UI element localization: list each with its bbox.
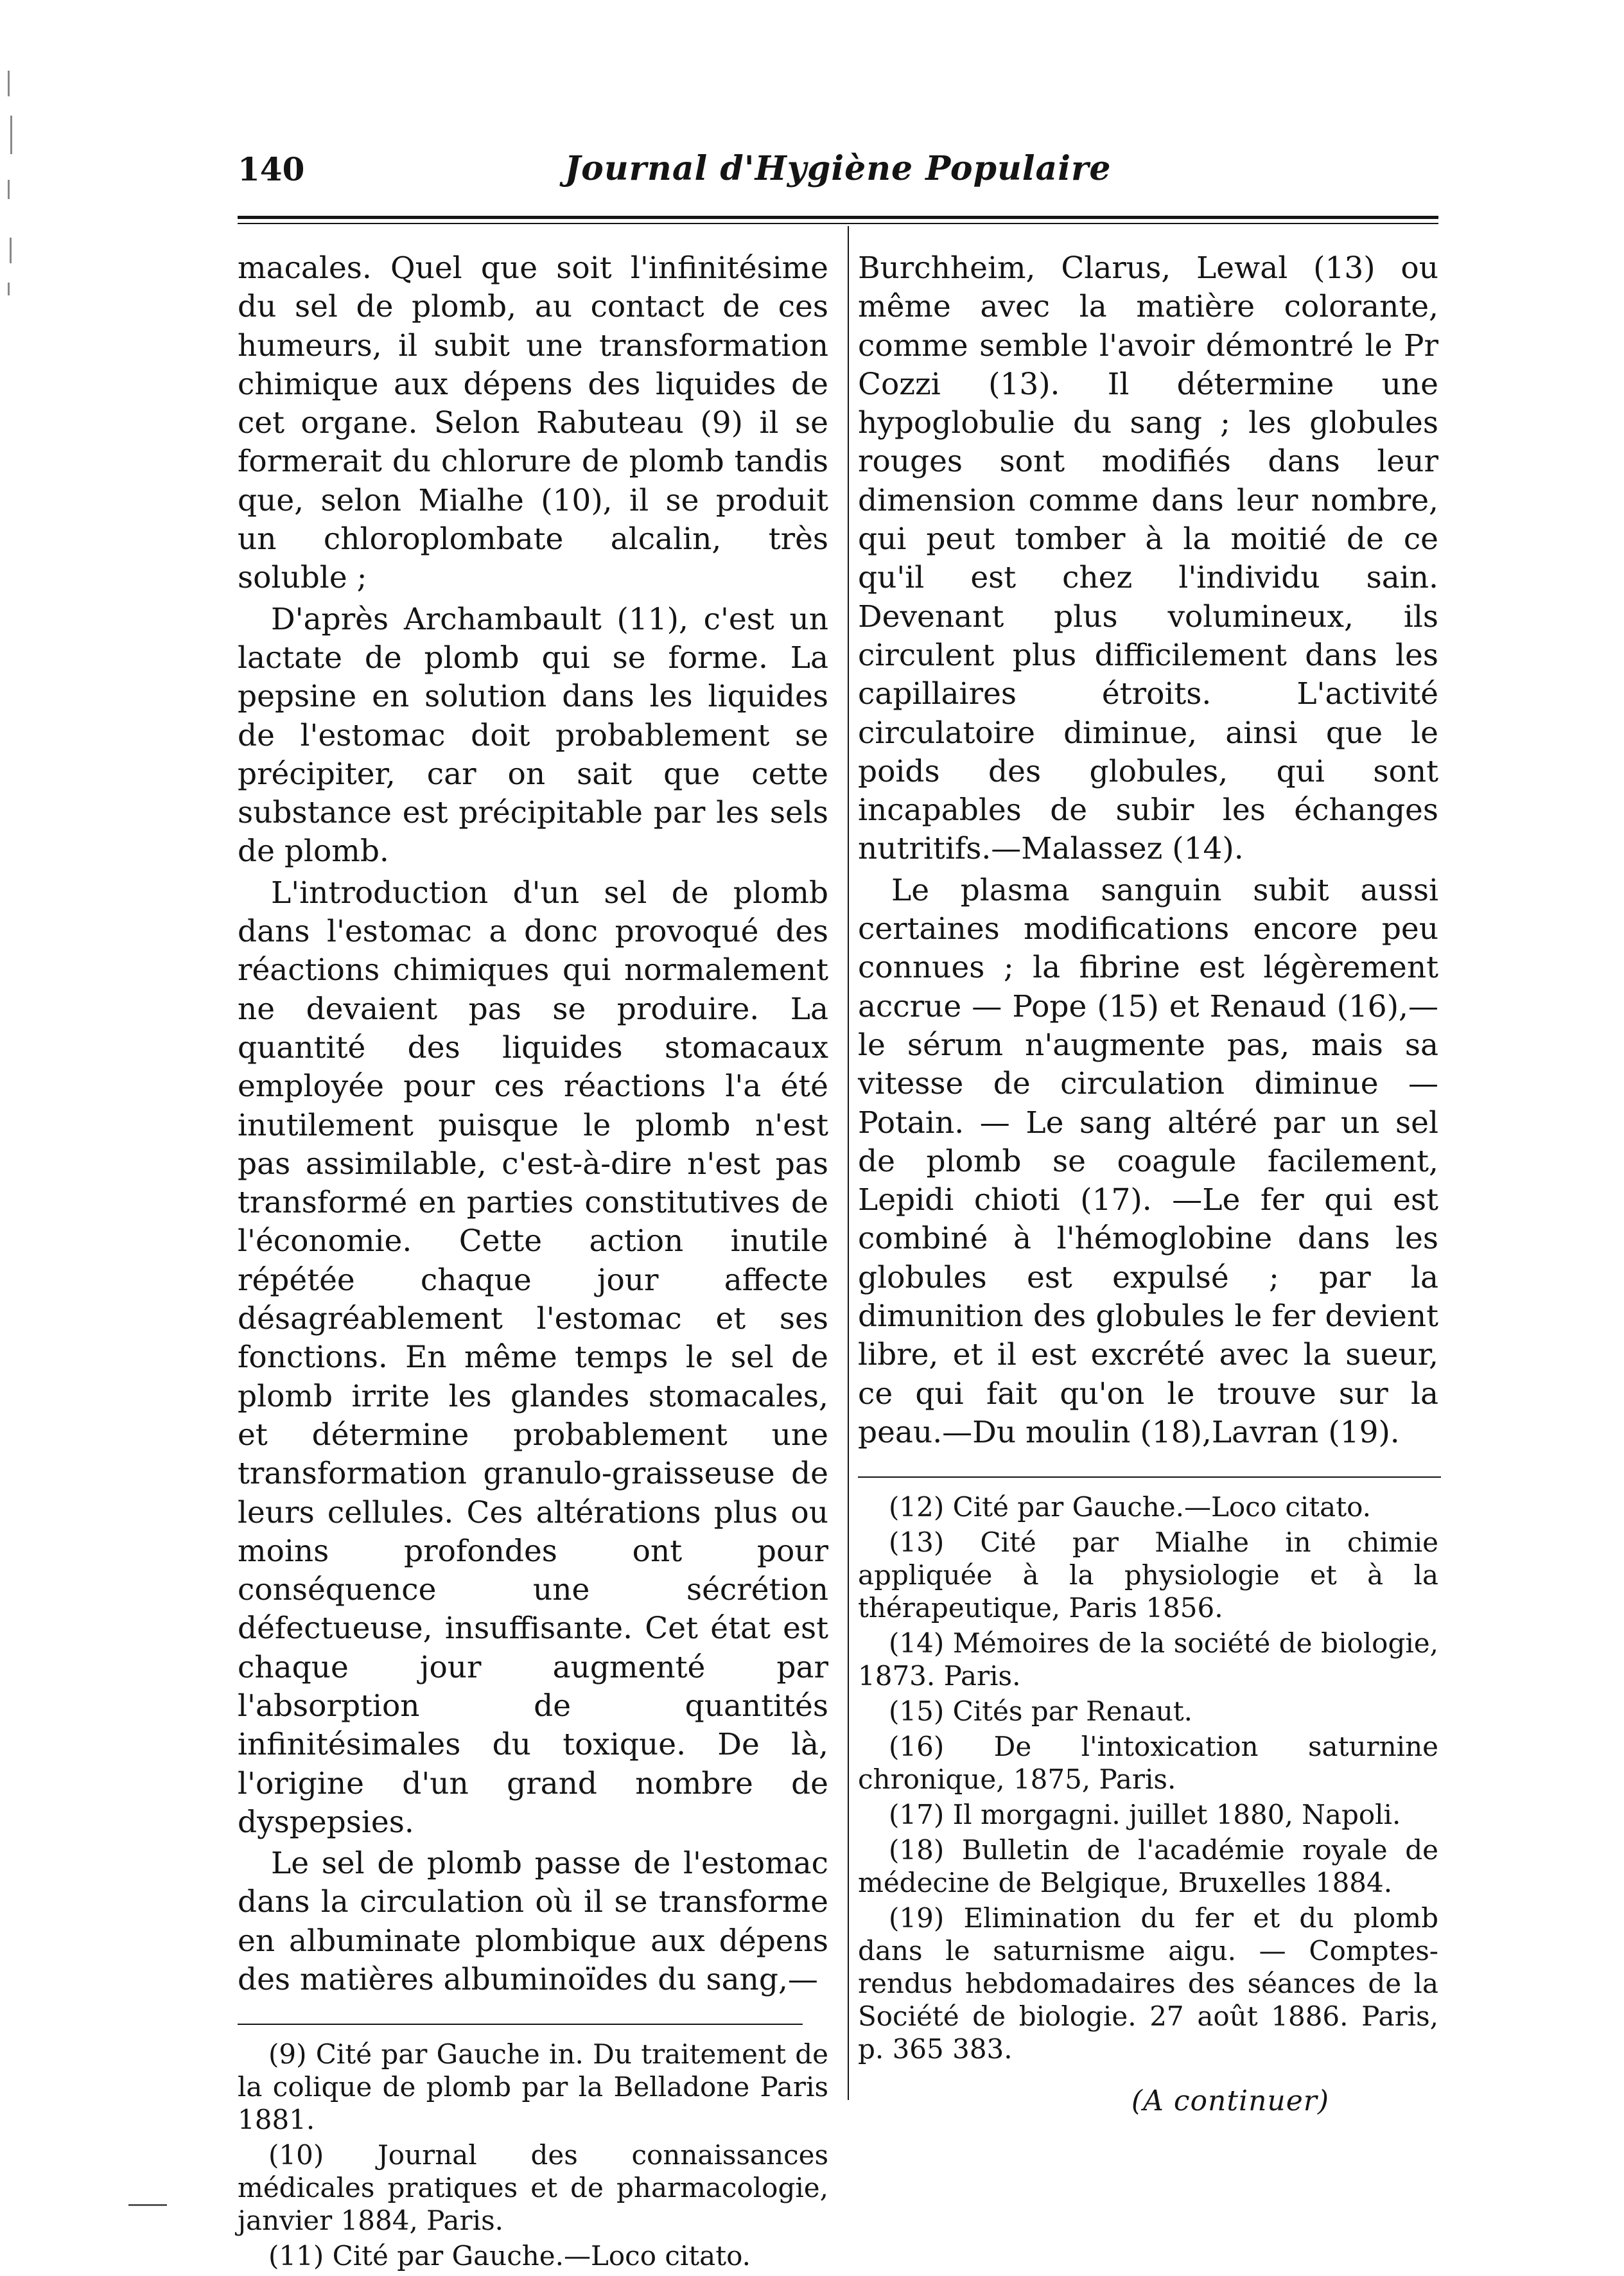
left-column <box>238 249 828 2272</box>
paragraph: Burchheim, Clarus, Lewal (13) ou même avec la matière colorante, comme semble l'avoir démontré le Pr Cozzi (13). Il détermine une hypoglobulie du sang ; les globules rouges sont modifiés dans leur dimension comme dans leur nombre, qui peut tomber à la moitié de ce qu'il est chez l'individu sain. Devenant plus volumineux, ils circulent plus difficilement dans les capillaires étroits. L'activité circulatoire diminue, ainsi que le poids des globules, qui sont incapables de subir les échanges nutritifs.—Malassez (14). <box>858 250 1438 867</box>
left-column-body <box>238 249 828 1999</box>
footnote: (15) Cités par Renaut. <box>889 1695 1192 1728</box>
paragraph: Le plasma sanguin subit aussi certaines modifications encore peu connues ; la fibrine est légèrement accrue — Pope (15) et Renaud (16),—le sérum n'augmente pas, mais sa vitesse de circulation diminue — Potain. — Le sang altéré par un sel de plomb se coagule facilement, Lepidi chioti (17). —Le fer qui est combiné à l'hémoglobine dans les globules est expulsé ; par la dimunition des globules le fer devient libre, et il est excrété avec la sueur, ce qui fait qu'on le trouve sur la peau.—Du moulin (18),Lavran (19). <box>858 872 1438 1450</box>
page-number: 140 <box>238 150 305 188</box>
footnote: (13) Cité par Mialhe in chimie appliquée à la physiologie et à la thérapeutique, Paris 1856. <box>858 1527 1438 1624</box>
paragraph: Le sel de plomb passe de l'estomac dans la circulation où il se transforme en albuminate plombique aux dépens des matières albuminoïdes du sang,— <box>238 1846 828 1998</box>
footnote: (17) Il morgagni. juillet 1880, Napoli. <box>889 1799 1401 1831</box>
right-footnotes <box>858 1491 1438 2065</box>
page-header <box>238 146 1438 198</box>
paragraph: macales. Quel que soit l'infinitésime du sel de plomb, au contact de ces humeurs, il subit une transformation chimique aux dépens des liquides de cet organe. Selon Rabuteau (9) il se formerait du chlorure de plomb tandis que, selon Mialhe (10), il se produit un chloroplombate alcalin, très soluble ; <box>238 250 828 596</box>
right-column <box>858 249 1438 2117</box>
footnote: (9) Cité par Gauche in. Du traitement de la colique de plomb par la Belladone Paris 1881. <box>238 2038 828 2136</box>
footnote-rule <box>238 2024 803 2025</box>
footnote: (14) Mémoires de la société de biologie, 1873. Paris. <box>858 1627 1438 1692</box>
left-footnotes <box>238 2038 828 2272</box>
column-divider <box>848 226 849 2100</box>
header-rule-thick <box>238 216 1438 219</box>
footnote: (18) Bulletin de l'académie royale de médecine de Belgique, Bruxelles 1884. <box>858 1834 1438 1899</box>
footnote: (16) De l'intoxication saturnine chronique, 1875, Paris. <box>858 1731 1438 1796</box>
footnote: (19) Elimination du fer et du plomb dans le saturnisme aigu. — Comptes-rendus hebdomadaires des séances de la Société de biologie. 27 août 1886. Paris, p. 365 383. <box>858 1902 1438 2065</box>
bottom-scan-mark <box>128 2204 167 2206</box>
footnote: (11) Cité par Gauche.—Loco citato. <box>268 2240 751 2272</box>
footnote-rule <box>858 1476 1441 1478</box>
paragraph: L'introduction d'un sel de plomb dans l'estomac a donc provoqué des réactions chimiques qui normalement ne devaient pas se produire. La quantité des liquides stomacaux employée pour ces réactions l'a été inutilement puisque le plomb n'est pas assimilable, c'est-à-dire n'est pas transformé en parties constitutives de l'économie. Cette action inutile répétée chaque jour affecte désagréablement l'estomac et ses fonctions. En même temps le sel de plomb irrite les glandes stomacales, et détermine probablement une transformation granulo-graisseuse de leurs cellules. Ces altérations plus ou moins profondes ont pour conséquence une sécrétion défectueuse, insuffisante. Cet état est chaque jour augmenté par l'absorption de quantités infinitésimales du toxique. De là, l'origine d'un grand nombre de dyspepsies. <box>238 875 828 1840</box>
footnote: (10) Journal des connaissances médicales pratiques et de pharmacologie, janvier 1884, Paris. <box>238 2139 828 2237</box>
right-column-body <box>858 249 1438 1452</box>
margin-scan-marks <box>8 71 14 302</box>
footnote: (12) Cité par Gauche.—Loco citato. <box>889 1491 1371 1523</box>
running-title: Journal d'Hygiène Populaire <box>564 149 1112 188</box>
paragraph: D'après Archambault (11), c'est un lactate de plomb qui se forme. La pepsine en solution dans les liquides de l'estomac doit probablement se précipiter, car on sait que cette substance est précipitable par les sels de plomb. <box>238 601 828 870</box>
to-be-continued: (A continuer) <box>1131 2085 1329 2118</box>
header-rule-thin <box>238 223 1438 224</box>
